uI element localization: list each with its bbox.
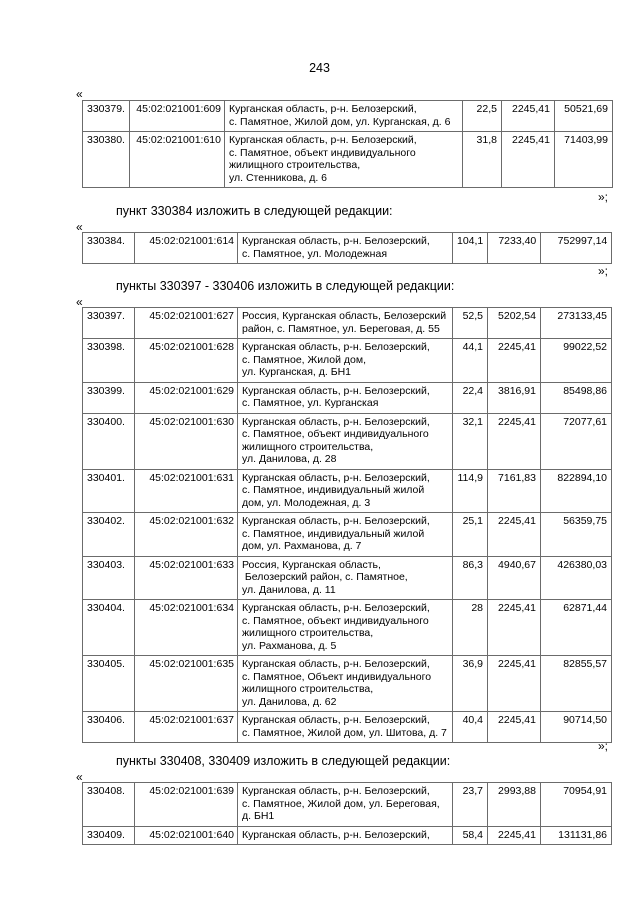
table-row [83,469,612,513]
close-quote: »; [597,739,608,753]
rate-value: 2245,41 [488,712,541,743]
table-row [83,382,612,413]
address-line: с. Памятное, индивидуальный жилой [242,484,425,496]
address-cell [238,600,453,656]
rate-value: 2245,41 [488,513,541,557]
cadastral-value: 50521,69 [554,101,612,132]
address-cell [238,656,453,712]
row-number: 330409. [83,826,135,845]
area-value: 22,4 [453,382,488,413]
area-value: 114,9 [453,469,488,513]
area-value: 58,4 [453,826,488,845]
row-number: 330398. [83,339,135,383]
row-number: 330379. [83,101,130,132]
cadastral-value: 90714,50 [541,712,612,743]
address-line: Россия, Курганская область, [242,558,381,571]
open-quote: « [76,295,83,309]
address-line: с. Памятное, Жилой дом, ул. Курганская, д. 6 [228,115,451,128]
rate-value: 4940,67 [488,556,541,600]
close-quote: »; [597,190,608,204]
area-value: 32,1 [453,413,488,469]
rate-value: 3816,91 [488,382,541,413]
address-line: ул. Данилова, д. 28 [242,453,337,465]
address-line: Курганская область, р-н. Белозерский, [228,134,417,146]
address-line: ул. Рахманова, д. 5 [242,639,337,652]
address-cell [238,308,453,339]
table-row [83,600,612,656]
rate-value: 7233,40 [488,233,541,264]
row-number: 330384. [83,233,135,264]
cadastral-number: 45:02:021001:632 [135,513,238,557]
cadastral-value: 131131,86 [541,826,612,845]
close-quote: »; [597,264,608,278]
cadastral-table-4 [82,782,612,845]
address-cell [238,712,453,743]
cadastral-number: 45:02:021001:609 [129,101,224,132]
address-line: Курганская область, р-н. Белозерский, [242,384,430,397]
cadastral-number: 45:02:021001:628 [135,339,238,383]
address-line: дом, ул. Рахманова, д. 7 [242,540,362,552]
row-number: 330399. [83,382,135,413]
area-value: 22,5 [462,101,501,132]
address-line: с. Памятное, ул. Курганская [242,397,379,409]
rate-value: 2245,41 [488,339,541,383]
area-value: 36,9 [453,656,488,712]
rate-value: 2245,41 [488,413,541,469]
rate-value: 7161,83 [488,469,541,513]
address-line: с. Памятное, Жилой дом, ул. Береговая, [242,797,440,810]
address-cell [238,783,453,827]
open-quote: « [76,770,83,784]
address-cell [238,382,453,413]
address-line: д. БН1 [242,810,275,822]
cadastral-value: 273133,45 [541,308,612,339]
address-line: Курганская область, р-н. Белозерский, [242,602,430,614]
address-line: Курганская область, р-н. Белозерский, [242,415,430,428]
row-number: 330380. [83,132,130,188]
rate-value: 2245,41 [488,656,541,712]
table-row [83,556,612,600]
row-number: 330405. [83,656,135,712]
address-line: район, с. Памятное, ул. Береговая, д. 55 [242,322,440,335]
address-cell [238,339,453,383]
cadastral-number: 45:02:021001:633 [135,556,238,600]
address-line: Курганская область, р-н. Белозерский, [242,515,430,527]
address-cell [238,513,453,557]
row-number: 330406. [83,712,135,743]
address-line: с. Памятное, индивидуальный жилой [242,527,425,540]
address-line: с. Памятное, Жилой дом, [242,353,367,366]
address-cell [238,469,453,513]
address-line: с. Памятное, объект индивидуального [228,146,416,159]
address-cell [238,413,453,469]
address-line: Курганская область, р-н. Белозерский, [242,658,430,670]
address-line: с. Памятное, ул. Молодежная [242,247,388,260]
amendment-instruction: пункт 330384 изложить в следующей редакции: [116,204,393,218]
row-number: 330397. [83,308,135,339]
cadastral-value: 71403,99 [554,132,612,188]
cadastral-number: 45:02:021001:635 [135,656,238,712]
address-cell [238,233,453,264]
cadastral-value: 62871,44 [541,600,612,656]
table-row [83,339,612,383]
address-cell [238,826,453,845]
address-line: с. Памятное, Объект индивидуального [242,670,432,683]
cadastral-number: 45:02:021001:630 [135,413,238,469]
amendment-instruction: пункты 330397 - 330406 изложить в следующей редакции: [116,279,455,293]
row-number: 330401. [83,469,135,513]
area-value: 25,1 [453,513,488,557]
address-line: жилищного строительства, [242,683,374,695]
cadastral-number: 45:02:021001:637 [135,712,238,743]
cadastral-table-2 [82,232,612,264]
address-cell [224,132,462,188]
cadastral-number: 45:02:021001:629 [135,382,238,413]
address-line: ул. Данилова, д. 11 [242,583,336,596]
area-value: 44,1 [453,339,488,383]
address-line: ул. Данилова, д. 62 [242,695,337,708]
cadastral-table-3 [82,307,612,743]
address-line: жилищного строительства, [242,440,374,453]
rate-value: 2245,41 [501,132,554,188]
table-row [83,413,612,469]
rate-value: 2245,41 [488,826,541,845]
cadastral-value: 85498,86 [541,382,612,413]
cadastral-value: 72077,61 [541,413,612,469]
area-value: 52,5 [453,308,488,339]
table-row [83,826,612,845]
table-row [83,233,612,264]
address-line: Курганская область, р-н. Белозерский, [242,341,430,353]
address-line: дом, ул. Молодежная, д. 3 [242,496,371,509]
area-value: 31,8 [462,132,501,188]
cadastral-number: 45:02:021001:631 [135,469,238,513]
address-line: ул. Курганская, д. БН1 [242,366,352,378]
area-value: 104,1 [453,233,488,264]
table-row [83,783,612,827]
cadastral-value: 82855,57 [541,656,612,712]
rate-value: 2993,88 [488,783,541,827]
address-cell [238,556,453,600]
cadastral-number: 45:02:021001:614 [135,233,238,264]
cadastral-table-1 [82,100,613,188]
page-number: 243 [309,61,330,75]
area-value: 86,3 [453,556,488,600]
address-line: с. Памятное, Жилой дом, ул. Шитова, д. 7 [242,726,447,739]
cadastral-value: 822894,10 [541,469,612,513]
cadastral-value: 99022,52 [541,339,612,383]
address-line: жилищного строительства, [242,627,374,639]
address-line: с. Памятное, объект индивидуального [242,428,429,440]
cadastral-number: 45:02:021001:627 [135,308,238,339]
row-number: 330404. [83,600,135,656]
cadastral-value: 56359,75 [541,513,612,557]
area-value: 28 [453,600,488,656]
cadastral-value: 426380,03 [541,556,612,600]
rate-value: 2245,41 [501,101,554,132]
address-line: Курганская область, р-н. Белозерский, [242,471,430,484]
rate-value: 5202,54 [488,308,541,339]
cadastral-value: 70954,91 [541,783,612,827]
cadastral-number: 45:02:021001:639 [135,783,238,827]
address-line: Курганская область, р-н. Белозерский, [242,235,430,247]
address-line: жилищного строительства, [228,159,361,171]
table-row [83,712,612,743]
address-line: Курганская область, р-н. Белозерский, [242,828,430,841]
row-number: 330403. [83,556,135,600]
rate-value: 2245,41 [488,600,541,656]
cadastral-value: 752997,14 [541,233,612,264]
table-row [83,656,612,712]
address-line: Курганская область, р-н. Белозерский, [228,103,417,115]
address-line: Курганская область, р-н. Белозерский, [242,785,430,797]
address-line: Россия, Курганская область, Белозерский [242,310,447,322]
table-row [83,513,612,557]
amendment-instruction: пункты 330408, 330409 изложить в следующей редакции: [116,754,451,768]
table-row [83,308,612,339]
cadastral-number: 45:02:021001:610 [129,132,224,188]
address-line: Курганская область, р-н. Белозерский, [242,714,430,726]
cadastral-number: 45:02:021001:640 [135,826,238,845]
open-quote: « [76,87,83,101]
row-number: 330402. [83,513,135,557]
cadastral-number: 45:02:021001:634 [135,600,238,656]
row-number: 330400. [83,413,135,469]
address-line: с. Памятное, объект индивидуального [242,614,429,627]
address-line: Белозерский район, с. Памятное, [242,571,408,583]
area-value: 40,4 [453,712,488,743]
area-value: 23,7 [453,783,488,827]
address-line: ул. Стенникова, д. 6 [228,171,328,184]
row-number: 330408. [83,783,135,827]
table-row [83,101,613,132]
table-row [83,132,613,188]
address-cell [224,101,462,132]
open-quote: « [76,220,83,234]
